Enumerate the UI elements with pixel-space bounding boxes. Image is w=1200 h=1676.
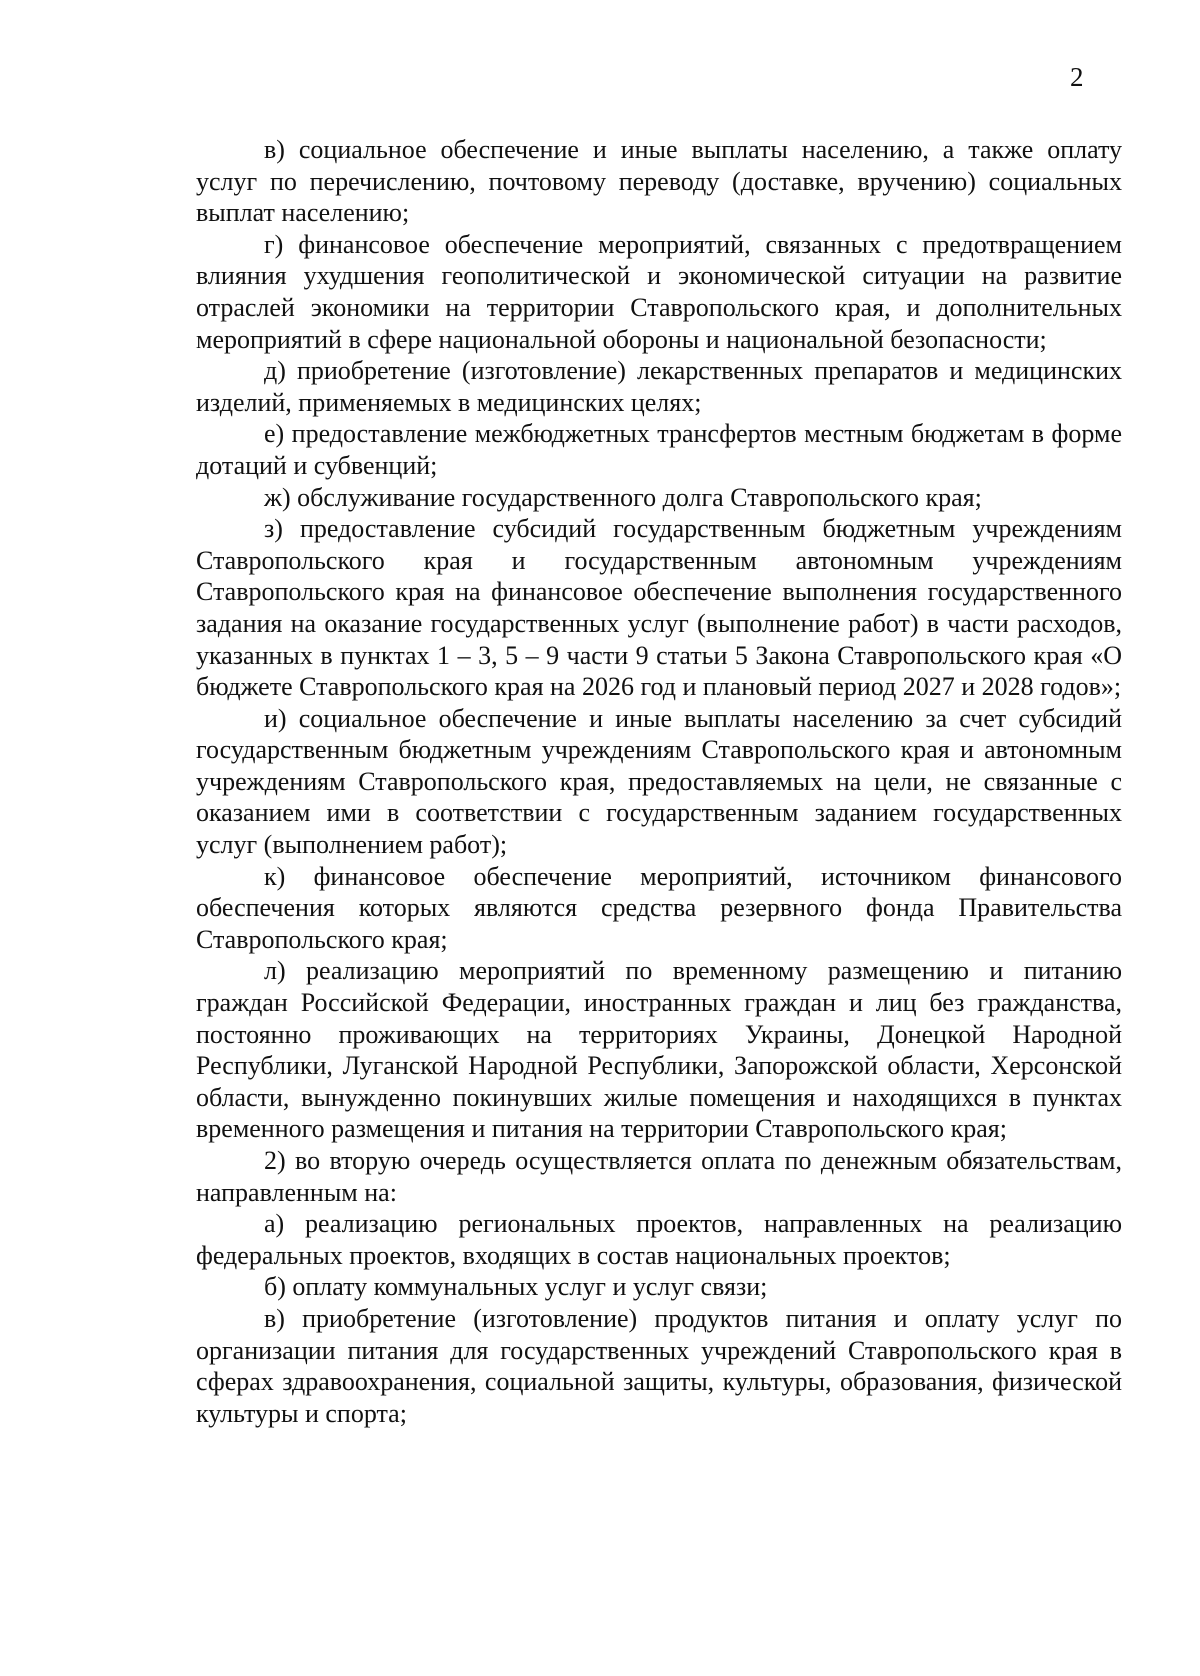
document-body [196,134,1122,1429]
paragraph-item-z: з) предоставление субсидий государственным бюджетным учреждениям Ставропольского края и государственным автономным учреждениям Ставропольского края на финансовое обеспечение выполнения государственного задания на оказание государственных услуг (выполнение работ) в части расходов, указанных в пунктах 1 – 3, 5 – 9 части 9 статьи 5 Закона Ставропольского края «О бюджете Ставропольского края на 2026 год и плановый период 2027 и 2028 годов»; [196,514,1122,702]
paragraph-item-v: в) социальное обеспечение и иные выплаты населению, а также оплату услуг по перечислению, почтовому переводу (доставке, вручению) социальных выплат населению; [196,135,1122,228]
paragraph-item-b: б) оплату коммунальных услуг и услуг связи; [264,1272,768,1302]
paragraph-item-l: л) реализацию мероприятий по временному размещению и питанию граждан Российской Федерации, иностранных граждан и лиц без гражданства, постоянно проживающих на территориях Украины, Донецкой Народной Республики, Луганской Народной Республики, Запорожской области, Херсонской области, вынужденно покинувших жилые помещения и находящихся в пунктах временного размещения и питания на территории Ставропольского края; [196,956,1122,1144]
paragraph-item-v2: в) приобретение (изготовление) продуктов питания и оплату услуг по организации питания для государственных учреждений Ставропольского края в сферах здравоохранения, социальной защиты, культуры, образования, физической культуры и спорта; [196,1303,1122,1428]
paragraph-item-g: г) финансовое обеспечение мероприятий, связанных с предотвращением влияния ухудшения геополитической и экономической ситуации на развитие отраслей экономики на территории Ставропольского края, и дополнительных мероприятий в сфере национальной обороны и национальной безопасности; [196,229,1122,354]
paragraph-item-zh: ж) обслуживание государственного долга Ставропольского края; [264,482,982,512]
paragraph-item-e: е) предоставление межбюджетных трансфертов местным бюджетам в форме дотаций и субвенций; [196,419,1122,480]
paragraph-item-k: к) финансовое обеспечение мероприятий, источником финансового обеспечения которых являются средства резервного фонда Правительства Ставропольского края; [196,861,1122,954]
paragraph-item-a: а) реализацию региональных проектов, направленных на реализацию федеральных проектов, входящих в состав национальных проектов; [196,1209,1122,1270]
paragraph-item-i: и) социальное обеспечение и иные выплаты населению за счет субсидий государственным бюджетным учреждениям Ставропольского края и автономным учреждениям Ставропольского края, предоставляемых на цели, не связанные с оказанием ими в соответствии с государственным заданием государственных услуг (выполнением работ); [196,703,1122,860]
paragraph-item-d: д) приобретение (изготовление) лекарственных препаратов и медицинских изделий, применяемых в медицинских целях; [196,356,1122,417]
paragraph-second-priority: 2) во вторую очередь осуществляется оплата по денежным обязательствам, направленным на: [196,1146,1122,1207]
page-number: 2 [1070,62,1084,92]
